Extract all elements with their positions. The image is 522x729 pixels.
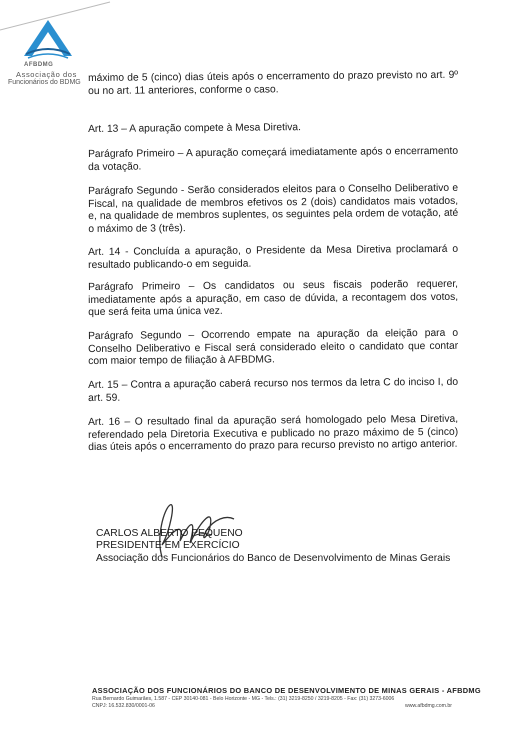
triangle-logo-icon <box>20 18 76 62</box>
paragraph-art-16: Art. 16 – O resultado final da apuração será homologado pelo Mesa Diretiva, referendado pela Diretoria Executiva e publicado no prazo máximo de 5 (cinco) dias úteis após o encerramento do prazo para recurso previsto no artigo anterior. <box>88 413 459 454</box>
logo-line-1: Associação dos <box>16 70 77 79</box>
logo-line-2: Funcionários do BDMG <box>8 79 81 86</box>
paragraph-1: máximo de 5 (cinco) dias úteis após o encerramento do prazo previsto no art. 9º ou no art. 11 anteriores, conforme o caso. <box>88 69 459 97</box>
signer-organization: Associação dos Funcionários do Banco de Desenvolvimento de Minas Gerais <box>96 552 451 564</box>
paragraph-art-14: Art. 14 - Concluída a apuração, o Presidente da Mesa Diretiva proclamará o resultado publicando-o em seguida. <box>88 243 459 271</box>
signature-block <box>96 528 450 565</box>
footer-cnpj: CNPJ: 16.532.830/0001-06 <box>92 703 155 709</box>
paragraph-art-14-p1: Parágrafo Primeiro – Os candidatos ou seus fiscais poderão requerer, imediatamente após a apuração, em caso de dúvida, a recontagem dos votos, que será feita uma única vez. <box>88 278 459 319</box>
footer-address: Rua Bernardo Guimarães, 1.587 - CEP 30140-081 - Belo Horizonte - MG - Tels.: (31) 3219-8250 / 3219-8205 - Fax: (31) 3273-6006 <box>92 696 395 702</box>
paragraph-art-15: Art. 15 – Contra a apuração caberá recurso nos termos da letra C do inciso I, do art. 59. <box>88 376 459 404</box>
afbdmg-logo <box>6 18 90 86</box>
footer-title: ASSOCIAÇÃO DOS FUNCIONÁRIOS DO BANCO DE DESENVOLVIMENTO DE MINAS GERAIS - AFBDMG <box>92 686 481 695</box>
footer-website: www.afbdmg.com.br <box>405 703 452 709</box>
paragraph-art-13-p1: Parágrafo Primeiro – A apuração começará imediatamente após o encerramento da votação. <box>88 145 459 173</box>
footer <box>92 686 481 709</box>
paragraph-art-13: Art. 13 – A apuração compete à Mesa Diretiva. <box>88 122 302 135</box>
footer-row <box>92 703 452 709</box>
signer-name: CARLOS ALBERTO PEQUENO <box>96 528 243 539</box>
logo-name: AFBDMG <box>24 62 54 68</box>
signer-role: PRESIDENTE EM EXERCÍCIO <box>96 540 240 552</box>
paragraph-art-14-p2: Parágrafo Segundo – Ocorrendo empate na apuração da eleição para o Conselho Deliberativo e Fiscal será considerado eleito o candidato que contar com maior tempo de filiação à AFBDMG. <box>88 327 459 368</box>
paragraph-art-13-p2: Parágrafo Segundo - Serão considerados eleitos para o Conselho Deliberativo e Fiscal, na qualidade de membros efetivos os 2 (dois) candidatos mais votados, e, na qualidade de membros suplentes, os seguintes pela ordem de votação, até o máximo de 3 (três). <box>88 182 459 235</box>
